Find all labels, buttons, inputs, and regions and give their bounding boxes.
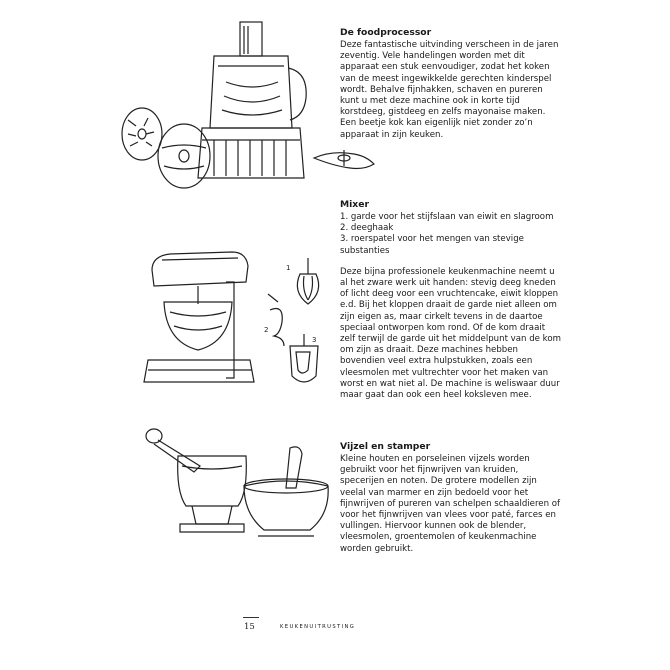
mixer-text: Deze bijna professionele keukenmachine neemt u al het zware werk uit handen: stevig deeg kneden of licht deeg voor een vruchtencake, eiwit kloppen e.d. Bij het kloppen draait de garde niet alleen om zijn eigen as, maar cirkelt tevens in de daartoe speciaal ontworpen kom rond. Of de kom draait zelf terwijl de garde uit het middelpunt van de kom om zijn as draait. Deze machines hebben bovendien veel extra hulpstukken, zoals een vleesmolen met vultrechter voor het maken van worst en wat niet al. De machine is weliswaar duur maar gaat dan ook een heel koksleven mee. [340, 266, 561, 401]
dough-hook-label: 2 [264, 326, 269, 334]
list-item: 1. garde voor het stijfslaan van eiwit en slagroom [340, 212, 554, 222]
mixer-section [340, 199, 562, 401]
foodprocessor-heading: De foodprocessor [340, 27, 432, 38]
page-footer [236, 617, 436, 637]
mortar-and-pestle-illustration [140, 426, 340, 546]
running-footer-section: KEUKENUITRUSTING [280, 624, 356, 630]
footer-rule [243, 617, 259, 618]
foodprocessor-section [340, 27, 562, 141]
mixer-heading: Mixer [340, 199, 369, 210]
list-item: 3. roerspatel voor het mengen van stevige substanties [340, 234, 524, 256]
vijzel-text: Kleine houten en porseleinen vijzels worden gebruikt voor het fijnwrijven van kruiden, specerijen en noten. De grotere modellen zijn veelal van marmer en zijn bedoeld voor het fijnwrijven of pureren van schelpen schaaldieren of voor het fijnwrijven van vlees voor paté, farces en vullingen. Hiervoor kunnen ook de blender, vleesmolen, groentemolen of keukenmachine worden gebruikt. [340, 454, 561, 554]
spatula-label: 3 [312, 336, 317, 344]
whisk-label: 1 [286, 264, 291, 272]
mixer-attachment-list [340, 212, 562, 257]
list-item: 2. deeghaak [340, 223, 394, 234]
mixer-illustration [140, 248, 340, 398]
page-number: 15 [244, 622, 255, 632]
foodprocessor-text: Deze fantastische uitvinding verscheen in de jaren zeventig. Vele handelingen worden met dit apparaat een stuk eenvoudiger, zodat het koken van de meest ingewikkelde gerechten kinderspel wordt. Behalve fijnhakken, schaven en pureren kunt u met deze machine ook in korte tijd korstdeeg, gistdeeg en zelfs mayonaise maken. Een beetje kok kan eigenlijk niet zonder zo’n apparaat in zijn keuken. [340, 40, 559, 140]
vijzel-section [340, 441, 562, 555]
vijzel-heading: Vijzel en stamper [340, 441, 431, 452]
